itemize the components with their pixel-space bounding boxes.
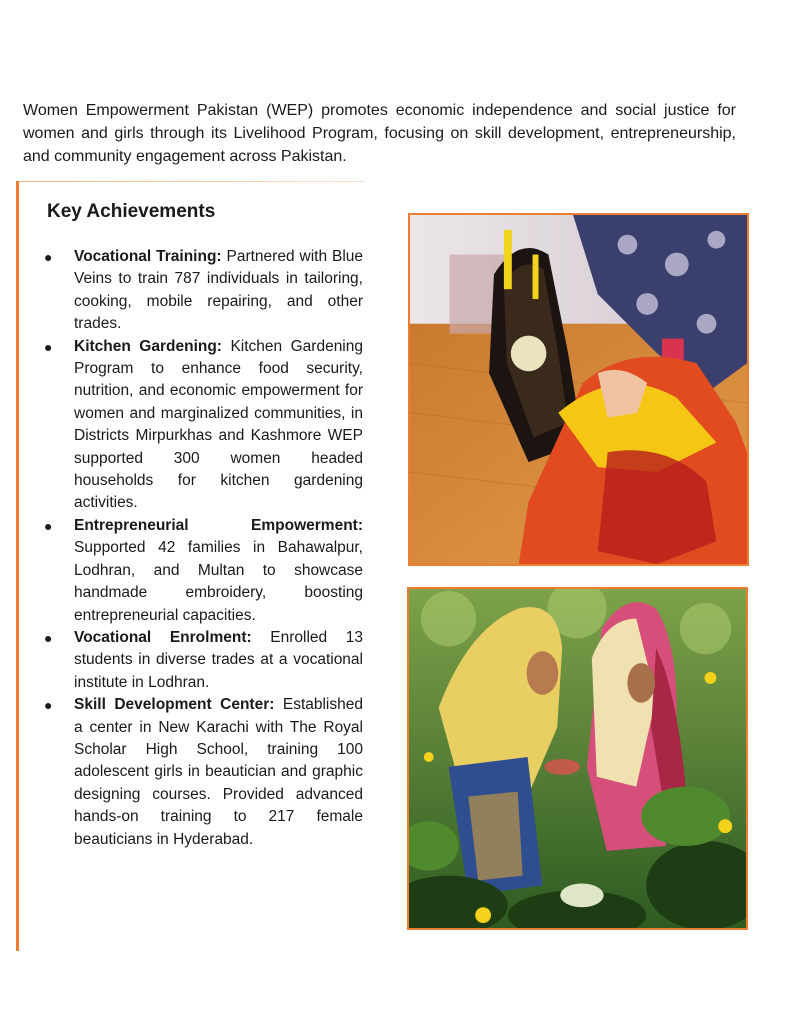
- list-item: [44, 627, 363, 694]
- bullet-icon: ●: [44, 338, 53, 355]
- achievement-title: Skill Development Center:: [74, 696, 275, 714]
- achievement-text: Established a center in New Karachi with The Royal Scholar High School, training 100 adolescent girls in beautician and graphic designing courses. Provided advanced hands-on training to 217 female beauticians in Hyderabad.: [74, 696, 363, 848]
- panel-top-border: [19, 181, 365, 182]
- achievement-text: Enrolled 13 students in diverse trades at a vocational institute in Lodhran.: [74, 628, 363, 691]
- key-achievements-panel: [16, 181, 365, 951]
- achievements-list: [44, 246, 363, 851]
- achievement-text: Partnered with Blue Veins to train 787 individuals in tailoring, cooking, mobile repairing, and other trades.: [74, 248, 363, 333]
- achievement-text: Kitchen Gardening Program to enhance food security, nutrition, and economic empowerment for women and marginalized communities, in Districts Mirpurkhas and Kashmore WEP supported 300 women headed households for kitchen gardening activities.: [74, 337, 363, 512]
- list-item: [44, 336, 363, 515]
- bullet-icon: ●: [44, 517, 53, 534]
- achievement-title: Vocational Training:: [74, 248, 222, 265]
- kitchen-garden-illustration: [409, 589, 746, 928]
- achievement-text: Supported 42 families in Bahawalpur, Lodhran, and Multan to showcase handmade embroidery, boosting entrepreneurial capacities.: [74, 539, 363, 624]
- intro-paragraph: Women Empowerment Pakistan (WEP) promotes economic independence and social justice for women and girls through its Livelihood Program, focusing on skill development, entrepreneurship, and community engagement across Pakistan.: [23, 102, 736, 165]
- achievement-title: Kitchen Gardening:: [74, 337, 222, 355]
- list-item: [44, 515, 363, 627]
- bullet-icon: ●: [44, 697, 53, 714]
- key-achievements-heading: Key Achievements: [47, 201, 216, 222]
- kitchen-garden-photo: [407, 587, 748, 930]
- achievement-title: Vocational Enrolment:: [74, 628, 252, 646]
- sewing-machine-illustration: [410, 215, 747, 564]
- list-item: [44, 246, 363, 336]
- achievement-title: Entrepreneurial Empowerment:: [74, 516, 363, 534]
- list-item: [44, 694, 363, 851]
- bullet-icon: ●: [44, 249, 53, 265]
- sewing-machine-photo: [408, 213, 749, 566]
- bullet-icon: ●: [44, 629, 53, 646]
